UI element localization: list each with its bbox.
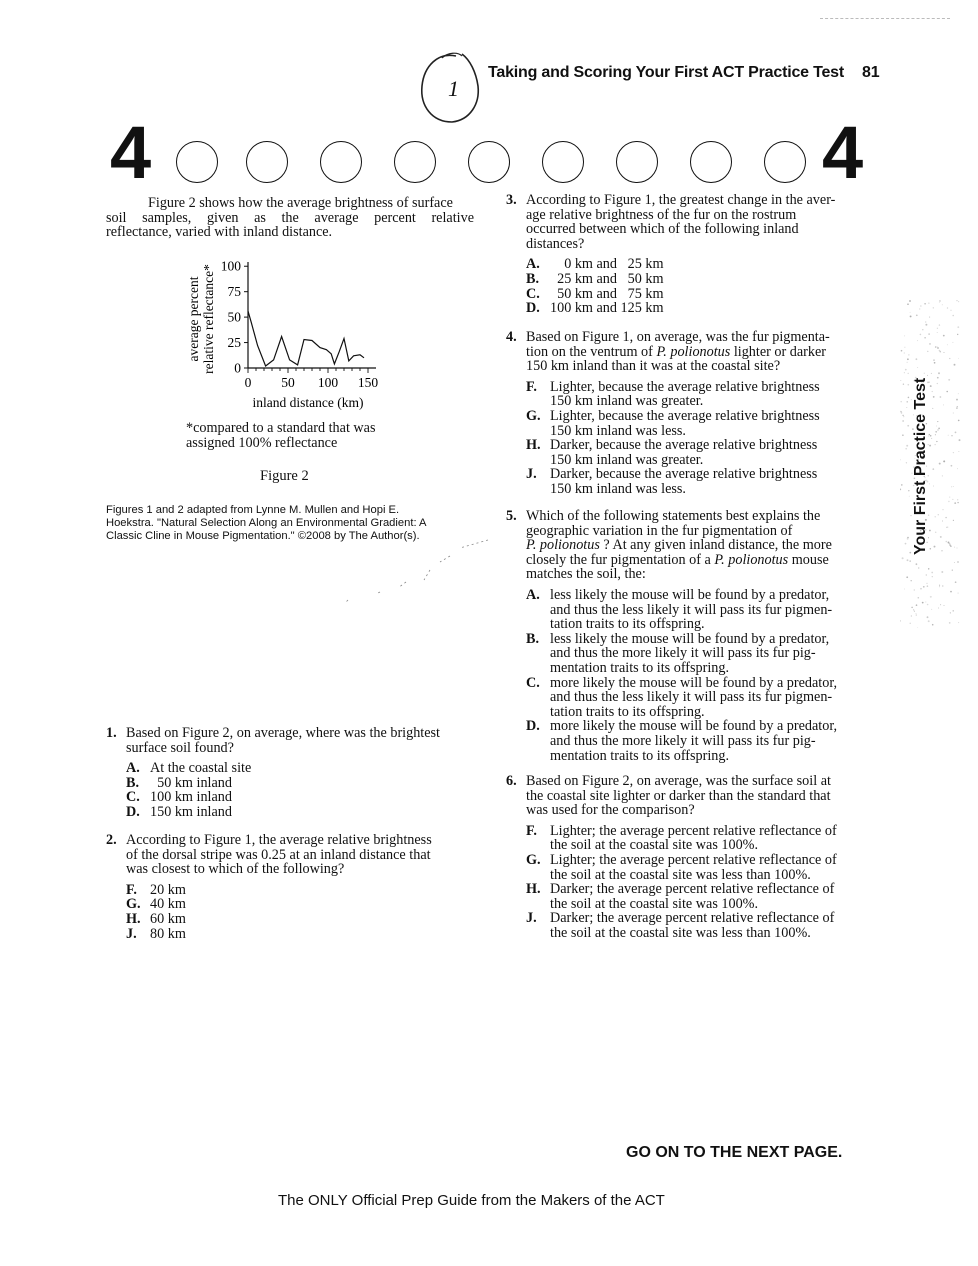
y-axis-label: average percent (186, 276, 201, 362)
answer-letter: F. (526, 378, 537, 395)
y-tick-label: 50 (227, 309, 241, 325)
answer-text-line: 150 km inland was greater. (550, 393, 704, 410)
question-number: 5. (506, 508, 517, 524)
answer-option[interactable] (526, 632, 866, 676)
header-title: Taking and Scoring Your First ACT Practice Test (488, 64, 845, 81)
answer-text-line: 150 km inland was greater. (550, 451, 704, 468)
answer-letter: J. (126, 925, 137, 942)
x-tick-label: 50 (281, 375, 295, 390)
answer-option[interactable] (126, 897, 466, 912)
section-circle (616, 141, 658, 183)
credit-line: Classic Cline in Mouse Pigmentation." ©2008 by The Author(s). (106, 530, 420, 543)
answer-text-line: Lighter, because the average relative brightness (550, 378, 820, 395)
answer-text-line: 100 km inland (150, 789, 232, 806)
question-stem-line: distances? (526, 235, 585, 252)
answer-option[interactable] (526, 824, 866, 853)
section-circle (176, 141, 218, 183)
answer-letter: C. (126, 789, 140, 806)
question-stem-line: Based on Figure 1, on average, was the fur pigmenta- (526, 329, 830, 345)
answer-letter: J. (526, 910, 537, 927)
page-number: 81 (862, 64, 880, 81)
answer-text-line: 100 km and 125 km (550, 300, 664, 317)
answer-option[interactable] (126, 790, 466, 805)
answer-option[interactable] (526, 676, 866, 720)
answer-option[interactable] (526, 409, 866, 438)
section-circle (542, 141, 584, 183)
answer-option[interactable] (526, 719, 866, 763)
answer-text-line: Darker; the average percent relative reflectance of (550, 881, 835, 898)
question-stem-line: According to Figure 1, the greatest change in the aver- (526, 192, 836, 208)
answer-text-line: less likely the mouse will be found by a predator, (550, 587, 830, 603)
question-stem-line: the coastal site lighter or darker than the standard that (526, 787, 831, 804)
section-circle (468, 141, 510, 183)
question-stem-line: age relative brightness of the fur on the rostrum (526, 206, 797, 223)
question-stem-line: closely the fur pigmentation of a P. polionotus mouse (526, 551, 829, 568)
answer-letter: A. (526, 256, 540, 273)
answer-option[interactable] (526, 853, 866, 882)
credit-line: Hoekstra. "Natural Selection Along an Environmental Gradient: A (106, 517, 427, 530)
answer-option[interactable] (126, 761, 466, 776)
answer-letter: G. (526, 852, 541, 868)
section-circle (690, 141, 732, 183)
answer-letter: F. (526, 822, 537, 839)
scan-speckle (340, 536, 490, 606)
intro-paragraph (106, 196, 474, 240)
answer-letter: H. (526, 437, 541, 454)
chart-footnote (186, 421, 376, 450)
answer-letter: A. (126, 760, 140, 777)
answer-letter: B. (526, 271, 540, 287)
answer-letter: D. (526, 300, 540, 317)
question-stem-line: of the dorsal stripe was 0.25 at an inland distance that (126, 846, 431, 863)
answer-text-line: Darker, because the average relative brightness (550, 437, 818, 454)
y-tick-label: 75 (227, 284, 241, 300)
question-stem-line: Based on Figure 2, on average, where was the brightest (126, 725, 441, 741)
answer-letter: F. (126, 881, 137, 898)
answer-option[interactable] (526, 911, 866, 940)
answer-text-line: Lighter; the average percent relative reflectance of (550, 822, 837, 839)
chart-footnote-line: assigned 100% reflectance (186, 434, 338, 451)
answer-option[interactable] (526, 438, 866, 467)
question-number: 3. (506, 192, 517, 208)
answer-text-line: the soil at the coastal site was less than 100%. (550, 924, 811, 941)
answer-text-line: 150 km inland was less. (550, 480, 686, 497)
answer-letter: D. (526, 718, 540, 735)
y-tick-label: 0 (234, 360, 241, 376)
answer-text-line: 60 km (150, 911, 186, 927)
question-stem-line: was used for the comparison? (526, 802, 695, 819)
answer-text-line: the soil at the coastal site was 100%. (550, 895, 759, 912)
side-tab-label: Your First Practice Test (912, 377, 929, 555)
answer-text-line: 150 km inland (150, 804, 232, 820)
answer-option[interactable] (126, 805, 466, 820)
question-number: 4. (506, 329, 517, 345)
question-number: 1. (106, 725, 117, 741)
answer-text-line: and thus the less likely it will pass its fur pigmen- (550, 601, 833, 618)
next-page-notice: GO ON TO THE NEXT PAGE. (626, 1144, 843, 1161)
answer-text-line: 150 km inland was less. (550, 422, 686, 439)
answer-letter: C. (526, 285, 540, 302)
intro-line: soil samples, given as the average percent relative (106, 209, 474, 226)
answer-text-line: mentation traits to its offspring. (550, 747, 730, 764)
answer-text-line: 50 km and 75 km (550, 285, 664, 302)
question-stem-line: Which of the following statements best explains the (526, 508, 821, 524)
question-stem-line: occurred between which of the following inland (526, 221, 799, 238)
page-header (488, 64, 879, 82)
question-stem-line: P. polionotus ? At any given inland distance, the more (526, 537, 832, 554)
question-stem-line: tion on the ventrum of P. polionotus lighter or darker (526, 343, 827, 360)
answer-option[interactable] (526, 588, 866, 632)
section-circle (394, 141, 436, 183)
section-number-left: 4 (110, 111, 152, 194)
x-tick-label: 100 (317, 375, 339, 390)
answer-text-line: the soil at the coastal site was less than 100%. (550, 866, 811, 883)
question-stem-line: surface soil found? (126, 739, 234, 756)
answer-letter: G. (126, 896, 141, 913)
answer-option[interactable] (526, 287, 866, 302)
answer-option[interactable] (526, 301, 866, 316)
answer-text-line: more likely the mouse will be found by a predator, (550, 674, 838, 691)
intro-line: Figure 2 shows how the average brightness of surface (148, 195, 453, 211)
answer-letter: C. (526, 674, 540, 691)
y-axis-label: relative reflectance* (201, 264, 216, 374)
answer-text-line: 20 km (150, 881, 186, 898)
answer-text-line: tation traits to its offspring. (550, 703, 705, 720)
answer-text-line: 40 km (150, 896, 186, 913)
answer-option[interactable] (126, 927, 466, 942)
scan-edge-line (820, 18, 950, 19)
answer-text-line: Darker, because the average relative brightness (550, 466, 818, 483)
answer-option[interactable] (526, 467, 866, 496)
answer-text-line: Lighter; the average percent relative reflectance of (550, 852, 837, 868)
answer-text-line: At the coastal site (150, 760, 252, 777)
answer-text-line: 80 km (150, 925, 186, 942)
question-number: 6. (506, 773, 517, 789)
x-axis-label: inland distance (km) (252, 395, 364, 410)
footer-tagline: The ONLY Official Prep Guide from the Makers of the ACT (278, 1192, 665, 1209)
answer-text-line: more likely the mouse will be found by a predator, (550, 718, 838, 735)
answer-letter: B. (126, 774, 140, 791)
answer-option[interactable] (126, 776, 466, 791)
x-tick-label: 150 (357, 375, 379, 390)
answer-text-line: the soil at the coastal site was 100%. (550, 837, 759, 854)
question-stem-line: geographic variation in the fur pigmentation of (526, 522, 793, 539)
answer-option[interactable] (526, 882, 866, 911)
section-circle (764, 141, 806, 183)
answer-letter: G. (526, 408, 541, 424)
figure-2-chart (170, 248, 410, 418)
figure-caption: Figure 2 (260, 468, 309, 484)
answer-text-line: 0 km and 25 km (550, 256, 664, 273)
answer-text-line: Darker; the average percent relative reflectance of (550, 910, 835, 927)
question-stem-line: was closest to which of the following? (126, 861, 345, 878)
answer-text-line: mentation traits to its offspring. (550, 659, 730, 676)
answer-option[interactable] (126, 912, 466, 927)
answer-letter: J. (526, 466, 537, 483)
answer-text-line: and thus the more likely it will pass its fur pig- (550, 645, 816, 662)
hand-mark-digit: 1 (448, 76, 459, 101)
y-tick-label: 25 (227, 335, 241, 351)
answer-option[interactable] (126, 883, 466, 898)
chart-footnote-line: *compared to a standard that was (186, 420, 376, 436)
answer-option[interactable] (526, 272, 866, 287)
answer-option[interactable] (526, 380, 866, 409)
credit-line: Figures 1 and 2 adapted from Lynne M. Mullen and Hopi E. (106, 504, 400, 516)
y-tick-label: 100 (220, 258, 241, 274)
section-circle (320, 141, 362, 183)
question-number: 2. (106, 832, 117, 848)
answer-text-line: and thus the more likely it will pass its fur pig- (550, 732, 816, 749)
answer-option[interactable] (526, 257, 866, 272)
intro-line: reflectance, varied with inland distance. (106, 224, 333, 241)
question-stem-line: According to Figure 1, the average relative brightness (126, 832, 432, 848)
series-line (248, 311, 364, 366)
handwritten-circle-mark (418, 48, 484, 128)
side-tab-texture (900, 300, 962, 630)
answer-text-line: and thus the less likely it will pass its fur pigmen- (550, 689, 833, 706)
answer-text-line: less likely the mouse will be found by a predator, (550, 630, 830, 647)
answer-letter: H. (126, 911, 141, 927)
answer-letter: A. (526, 587, 540, 603)
question-stem-line: Based on Figure 2, on average, was the surface soil at (526, 773, 831, 789)
answer-text-line: 25 km and 50 km (550, 271, 664, 287)
section-number-right: 4 (822, 111, 864, 194)
answer-letter: D. (126, 804, 140, 820)
x-tick-label: 0 (244, 375, 252, 390)
answer-letter: H. (526, 881, 541, 898)
question-stem-line: matches the soil, the: (526, 566, 646, 583)
question-stem-line: 150 km inland than it was at the coastal site? (526, 358, 781, 375)
answer-text-line: tation traits to its offspring. (550, 616, 705, 633)
answer-text-line: Lighter, because the average relative brightness (550, 408, 820, 424)
answer-letter: B. (526, 630, 540, 647)
answer-text-line: 50 km inland (150, 774, 232, 791)
section-circle (246, 141, 288, 183)
